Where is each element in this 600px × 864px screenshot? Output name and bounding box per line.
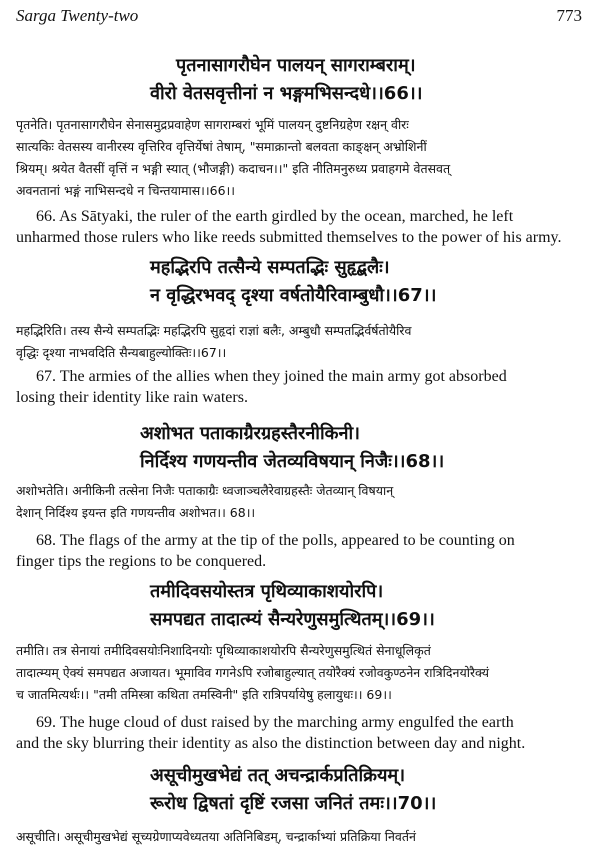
verse-67 xyxy=(0,254,600,310)
page-header xyxy=(16,6,582,32)
commentary-line: देशान् निर्दिश्य इयन्त इति गणयन्तीव अशोभत।। 68।। xyxy=(16,505,256,520)
translation-line: 66. As Sātyaki, the ruler of the earth girdled by the ocean, marched, he left xyxy=(36,208,514,225)
verse-70 xyxy=(0,762,600,818)
commentary-line: च जातमित्यर्थः।। "तमी तमिस्त्रा कथिता तमस्विनी" इति रात्रिपर्यायेषु हलायुधः।। 69।। xyxy=(16,687,392,702)
commentary-line: तमीति। तत्र सेनायां तमीदिवसयोःनिशादिनयोः पृथिव्याकाशयोरपि सैन्यरेणुसमुत्थितं सेनाधूलिकृतं xyxy=(16,643,431,658)
commentary-line: अवनतानां भङ्गं नाभिसन्दधे न चिन्तयामास।।66।। xyxy=(16,183,236,198)
verse-69 xyxy=(0,578,600,634)
verse-line: असूचीमुखभेद्यं तत् अचन्द्रार्कप्रतिक्रियम्। xyxy=(150,765,406,786)
translation-67 xyxy=(16,366,584,408)
commentary-line: पृतनेति। पृतनासागरौघेन सेनासमुद्रप्रवाहेण सागराम्बरां भूमिं पालयन् दुष्टनिग्रहेण रक्षन् वीरः xyxy=(16,117,409,132)
commentary-66 xyxy=(16,114,582,202)
translation-66 xyxy=(16,206,584,248)
verse-line: अशोभत पताकाग्रैरग्रहस्तैरनीकिनी। xyxy=(140,423,360,444)
commentary-line: महद्भिरिति। तस्य सैन्ये सम्पतद्भिः महद्भिरपि सुहृदां राज्ञां बलैः, अम्बुधौ सम्पतद्भिर्वर्षतोयैरिव xyxy=(16,323,412,338)
translation-68 xyxy=(16,530,584,572)
commentary-69 xyxy=(16,640,582,706)
commentary-line: असूचीति। असूचीमुखभेद्यं सूच्यग्रेणाप्यवेध्यतया अतिनिबिडम्, चन्द्रार्काभ्यां प्रतिक्रिया निवर्तनं xyxy=(16,829,416,844)
commentary-line: श्रियम्। श्रयेत वैतसीं वृत्तिं न भङ्गी स्यात् (भौजङ्गी) कदाचन।।" इति नीतिमनुरुध्य प्रवाहगमे वेतसवत् xyxy=(16,161,451,176)
commentary-70 xyxy=(16,826,582,848)
verse-line: रूरोध द्विषतां दृष्टिं रजसा जनितं तमः।।70।। xyxy=(150,793,437,814)
verse-line: निर्दिश्य गणयन्तीव जेतव्यविषयान् निजैः।।68।। xyxy=(140,451,445,472)
verse-line: पृतनासागरौघेन पालयन् सागराम्बराम्। xyxy=(176,55,416,76)
translation-line: and the sky blurring their identity as also the distinction between day and night. xyxy=(16,735,526,752)
verse-line: वीरो वेतसवृत्तीनां न भङ्गमभिसन्दधे।।66।। xyxy=(150,83,423,104)
translation-line: 67. The armies of the allies when they joined the main army got absorbed xyxy=(36,368,507,385)
commentary-line: अशोभतेति। अनीकिनी तत्सेना निजैः पताकाग्रैः ध्वजाञ्चलैरेवाग्रहस्तैः जेतव्यान् विषयान् xyxy=(16,483,394,498)
translation-line: finger tips the regions to be conquered. xyxy=(16,553,267,570)
page-number: 773 xyxy=(556,6,582,25)
translation-69 xyxy=(16,712,584,754)
commentary-line: तादात्म्यम् ऐक्यं समपद्यत अजायत। भूमाविव गगनेऽपि रजोबाहुल्यात् तयोरैक्यं रजोवकुण्ठनेन रात्रिदिनयोरैक्यं xyxy=(16,665,489,680)
verse-66 xyxy=(0,52,600,108)
verse-line: समपद्यत तादात्म्यं सैन्यरेणुसमुत्थितम्।।69।। xyxy=(150,609,435,630)
commentary-line: सात्यकिः वेतसस्य वानीरस्य वृत्तिरिव वृत्तिर्येषां तेषाम्, "समाक्रान्तो बलवता काङ्क्षन् अभ्रोशिनीं xyxy=(16,139,427,154)
commentary-67 xyxy=(16,320,582,364)
translation-line: unharmed those rulers who like reeds submitted themselves to the power of his army. xyxy=(16,229,562,246)
verse-line: न वृद्धिरभवद् दृश्या वर्षतोयैरिवाम्बुधौ।।67।। xyxy=(150,285,437,306)
commentary-68 xyxy=(16,480,582,524)
verse-line: महद्भिरपि तत्सैन्ये सम्पतद्भिः सुहृद्बलैः। xyxy=(150,257,390,278)
translation-line: 69. The huge cloud of dust raised by the marching army engulfed the earth xyxy=(36,714,514,731)
verse-line: तमीदिवसयोस्तत्र पृथिव्याकाशयोरपि। xyxy=(150,581,384,602)
chapter-title: Sarga Twenty-two xyxy=(16,6,139,25)
translation-line: losing their identity like rain waters. xyxy=(16,389,248,406)
commentary-line: वृद्धिः दृश्या नाभवदिति सैन्यबाहुल्योक्तिः।।67।। xyxy=(16,345,227,360)
translation-line: 68. The flags of the army at the tip of the polls, appeared to be counting on xyxy=(36,532,515,549)
verse-68 xyxy=(0,420,600,476)
